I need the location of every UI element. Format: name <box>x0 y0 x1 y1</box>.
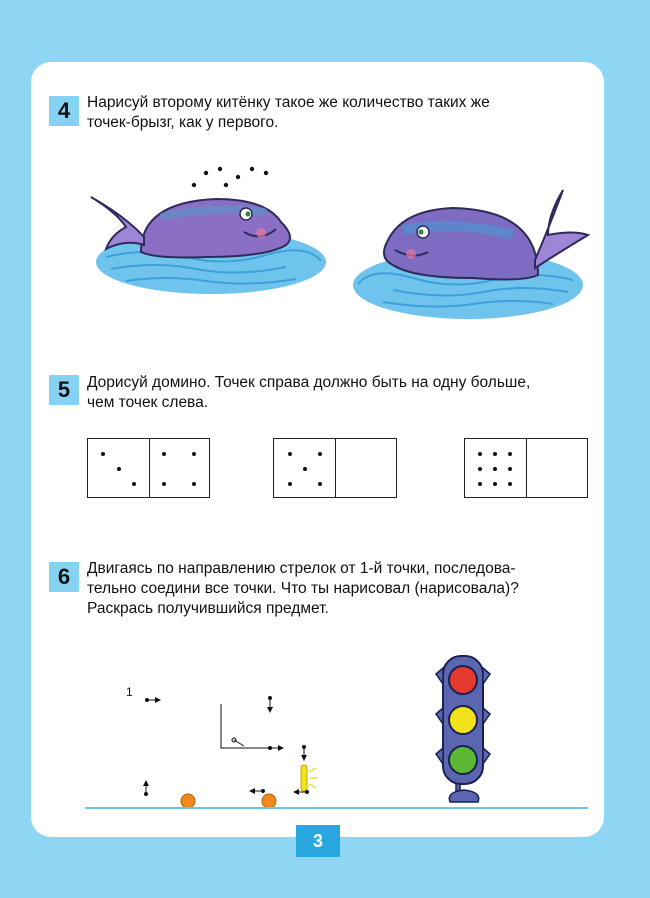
task-4-number: 4 <box>49 96 79 126</box>
task-6-number: 6 <box>49 562 79 592</box>
domino-dot <box>303 467 307 471</box>
orange-wheel-shape <box>181 794 195 808</box>
domino-divider <box>526 439 527 497</box>
task-6-line-2: тельно соедини все точки. Что ты нарисовал (нарисовала)? <box>87 580 519 597</box>
worksheet-page <box>31 62 604 837</box>
whale-tail <box>535 190 588 268</box>
task-5-line-1: Дорисуй домино. Точек справа должно быть на одну больше, <box>87 374 531 391</box>
domino-dot <box>493 482 497 486</box>
domino-divider <box>335 439 336 497</box>
spray-dot <box>264 171 268 175</box>
page-number: 3 <box>296 825 340 857</box>
domino-dot <box>132 482 136 486</box>
traffic-light-red-lamp <box>449 666 477 694</box>
ground-line <box>85 807 588 809</box>
domino-dot <box>508 452 512 456</box>
domino-dot <box>192 482 196 486</box>
domino-tile <box>87 438 210 498</box>
traffic-light-illustration <box>426 652 506 812</box>
domino-dot <box>478 482 482 486</box>
task-6-line-1: Двигаясь по направлению стрелок от 1-й точки, последова- <box>87 560 516 577</box>
domino-tile <box>464 438 588 498</box>
task-5-number: 5 <box>49 375 79 405</box>
task-4-text <box>87 93 587 133</box>
spray-dot <box>224 183 228 187</box>
domino-dot <box>508 467 512 471</box>
domino-dot <box>493 467 497 471</box>
domino-dot <box>117 467 121 471</box>
domino-divider <box>149 439 150 497</box>
spray-dot <box>192 183 196 187</box>
drawn-corner-line <box>221 704 271 748</box>
whale-without-splash-illustration <box>343 180 593 320</box>
orange-wheel-shape <box>262 794 276 808</box>
spray-dot <box>204 171 208 175</box>
task-5-line-2: чем точек слева. <box>87 394 209 411</box>
task-6-line-3: Раскрась получившийся предмет. <box>87 600 329 617</box>
connect-dots-puzzle <box>126 682 356 812</box>
domino-dot <box>318 452 322 456</box>
whale-tail <box>91 197 144 249</box>
domino-dot <box>478 467 482 471</box>
traffic-light-green-lamp <box>449 746 477 774</box>
domino-dot <box>318 482 322 486</box>
traffic-light-yellow-lamp <box>449 706 477 734</box>
domino-dot <box>288 452 292 456</box>
domino-tile <box>273 438 397 498</box>
domino-dot <box>162 482 166 486</box>
task-4-line-2: точек-брызг, как у первого. <box>87 114 279 131</box>
domino-dot <box>493 452 497 456</box>
domino-dot <box>162 452 166 456</box>
spray-dot <box>236 175 240 179</box>
domino-dot <box>478 452 482 456</box>
domino-dot <box>101 452 105 456</box>
domino-dot <box>192 452 196 456</box>
whale-body <box>384 208 538 279</box>
spray-dot <box>250 167 254 171</box>
spray-dots <box>186 165 276 195</box>
domino-dot <box>508 482 512 486</box>
spray-dot <box>218 167 222 171</box>
yellow-lamp-shape <box>301 765 307 791</box>
task-5-text <box>87 373 587 413</box>
task-4-line-1: Нарисуй второму китёнку такое же количество таких же <box>87 94 490 111</box>
task-6-text <box>87 559 587 619</box>
start-point-label: 1 <box>126 685 133 699</box>
domino-dot <box>288 482 292 486</box>
